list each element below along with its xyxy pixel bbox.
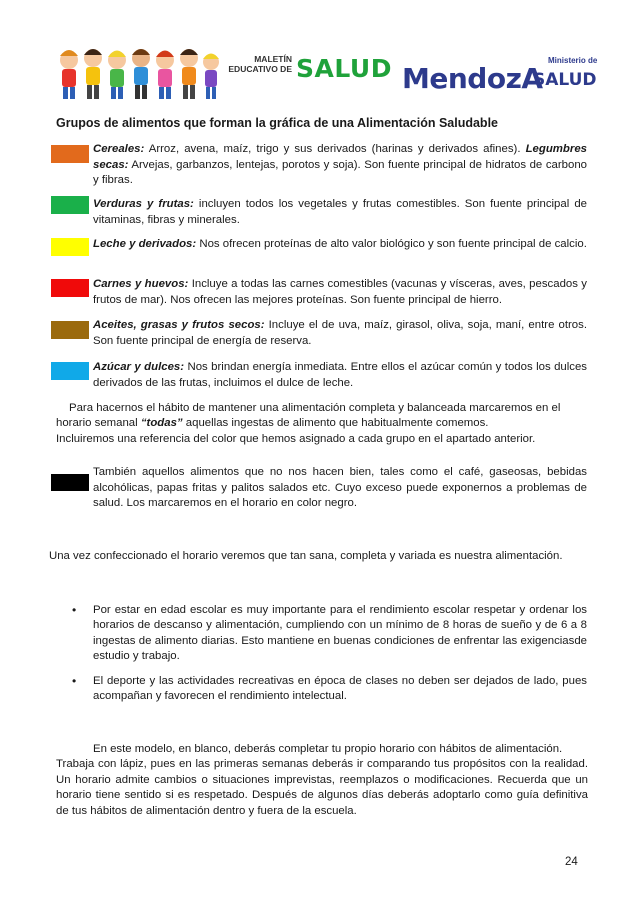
color-swatch-carnes [51,279,89,297]
habit-line2-pre: horario semanal [56,417,141,430]
bullet-item-1: Por estar en edad escolar es muy importante para el rendimiento escolar respetar y ordenar los horarios de descanso y alimentación, cumpliendo con un mínimo de 8 horas de sueño y de 6 a 8 ingestas de alimento diarias. Esto mantiene en buenas condiciones de enfrentar las exigenciasde estudio y trabajo. [93,604,587,663]
group-text-azucar: Azúcar y dulces: Nos brindan energía inmediata. Entre ellos el azúcar común y todos los dulces derivados de las frutas, incluimos el dulce de leche. [93,361,587,389]
color-swatch-leche [51,238,89,256]
group-text-leche: Leche y derivados: Nos ofrecen proteínas de alto valor biológico y son fuente principal de calcio. [93,238,587,250]
color-swatch-cereales [51,145,89,163]
group-text-aceites: Aceites, grasas y frutos secos: Incluye el de uva, maíz, girasol, oliva, soja, maní, entre otros. Son fuente principal de energía de reserva. [93,319,587,347]
habit-line2 [56,416,588,431]
ministerio-label: Ministerio de [548,56,598,65]
maletin-salud-word: SALUD [296,54,392,83]
habit-paragraph [56,401,588,447]
bullet-dot: • [72,603,77,617]
group-text-cereales: Cereales: Arroz, avena, maíz, trigo y sus derivados (harinas y derivados afines). Legumbres secas: Arvejas, garbanzos, lentejas, porotos y soja). Son fuente principal de hidratos de carbono y fibras. [93,143,587,187]
maletin-line2: EDUCATIVO DE [228,64,292,74]
ministerio-salud-label: SALUD [533,70,597,90]
color-swatch-black [51,474,89,491]
habit-line2-post: aquellas ingestas de alimento que habitualmente comemos. [182,417,489,430]
model-paragraph [56,742,588,819]
summary-line: Una vez confeccionado el horario veremos que tan sana, completa y variada es nuestra alimentación. [49,550,563,562]
maletin-logo-text [216,54,292,74]
habit-line2-bold: “todas” [140,417,183,430]
maletin-line1: MALETÍN [254,54,292,64]
color-swatch-azucar [51,362,89,380]
page-number: 24 [565,856,578,868]
bullet-dot: • [72,674,77,688]
model-line1: En este modelo, en blanco, deberás completar tu propio horario con hábitos de alimentación. [93,743,563,755]
color-swatch-verduras [51,196,89,214]
habit-line1: Para hacernos el hábito de mantener una alimentación completa y balanceada marcaremos en el [69,402,561,414]
group-text-carnes: Carnes y huevos: Incluye a todas las carnes comestibles (vacunas y vísceras, aves, pescados y frutos de mar). Nos ofrecen las mejores proteínas. Son fuente principal de hierro. [93,278,587,306]
group-text-verduras: Verduras y frutas: incluyen todos los vegetales y frutas comestibles. Son fuente principal de vitaminas, fibras y minerales. [93,198,587,226]
habit-line3: Incluiremos una referencia del color que hemos asignado a cada grupo en el apartado anterior. [56,432,536,445]
children-illustration [55,40,220,102]
mendoza-logo: MendozA [402,62,543,95]
model-rest: Trabaja con lápiz, pues en las primeras semanas deberás ir comparando tus propósitos con la realidad. Un horario admite cambios o situaciones imprevistas, reemplazos o modificaciones. Recuerda que un horario tiene sentido si es respetado. Después de algunos días deberás adoptarlo como guía definitiva de tus hábitos de alimentación dentro y fuera de la escuela. [56,758,588,817]
color-swatch-aceites [51,321,89,339]
section-heading: Grupos de alimentos que forman la gráfica de una Alimentación Saludable [56,116,498,130]
bullet-item-2: El deporte y las actividades recreativas en época de clases no deben ser dejados de lado, pues acompañan y favorecen el rendimiento intelectual. [93,675,587,703]
black-group-text: También aquellos alimentos que no nos hacen bien, tales como el café, gaseosas, bebidas alcohólicas, papas fritas y palitos salados etc. Cuyo exceso puede exponernos a problemas de salud. Los marcaremos en el horario en color negro. [93,466,587,510]
